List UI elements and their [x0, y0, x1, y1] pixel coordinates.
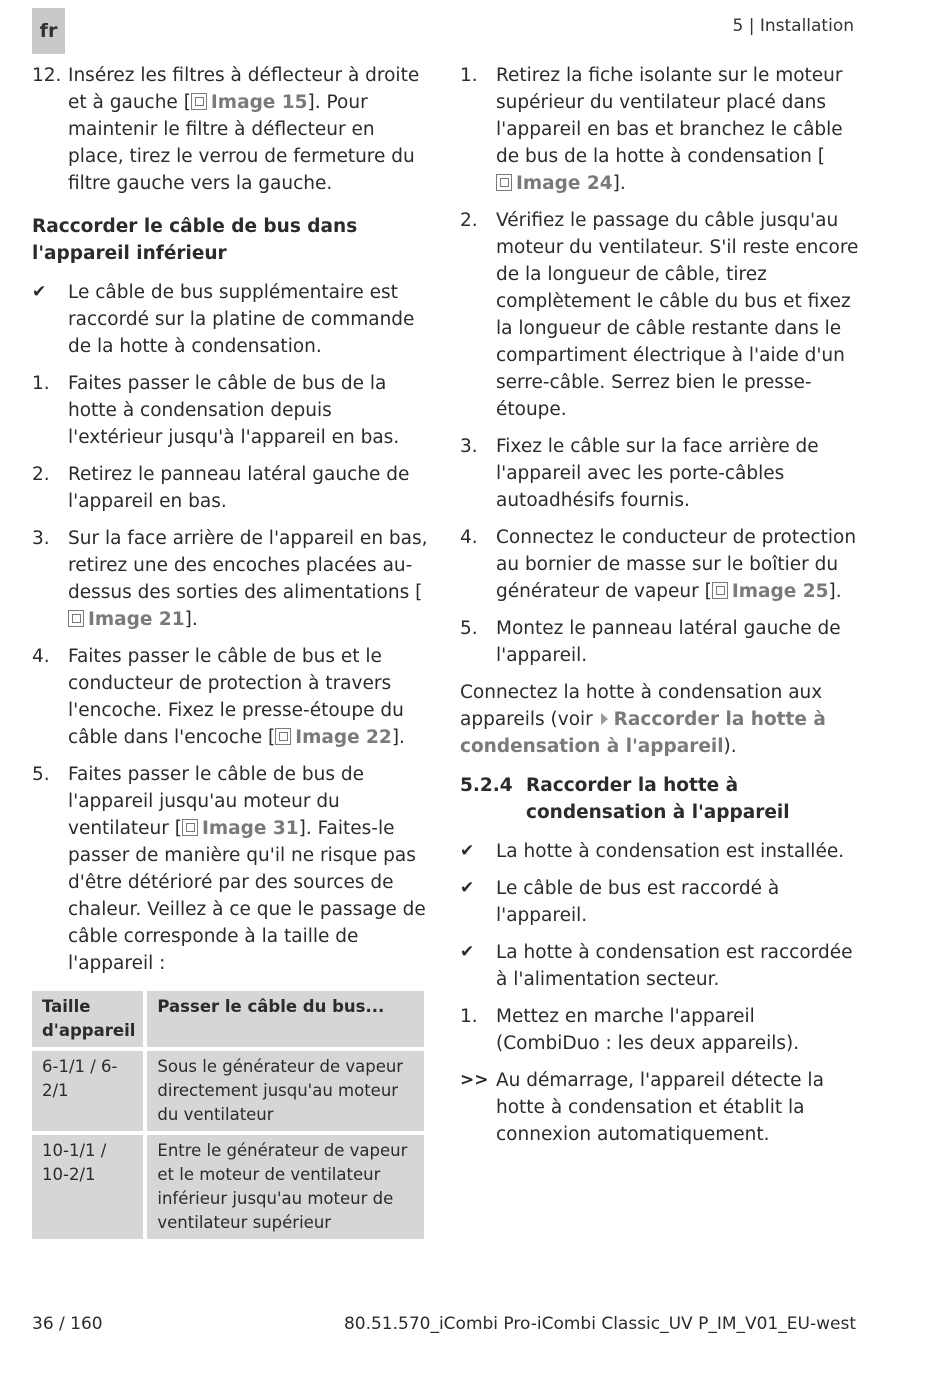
table-header: Taille d'appareil [32, 991, 143, 1047]
step-2 [32, 461, 428, 515]
step-1 [460, 1003, 860, 1057]
step-number: 4. [460, 527, 478, 548]
language-badge: fr [32, 8, 65, 54]
image-reference[interactable]: Image 31 [182, 818, 299, 839]
step-number: 2. [460, 210, 478, 231]
step-number: 12. [32, 65, 62, 86]
result-marker: >> [460, 1070, 489, 1090]
step-number: 5. [460, 618, 478, 639]
step-2 [460, 207, 860, 423]
page-number: 36 / 160 [32, 1314, 103, 1334]
step-text: Faites passer le câble de bus de l'appareil jusqu'au moteur du ventilateur [ [68, 764, 364, 839]
image-reference[interactable]: Image 25 [712, 581, 829, 602]
step-5: 5. Faites passer le câble de bus de l'appareil jusqu'au moteur du ventilateur [ Image 31]. Faites-le passer de manière qu'il ne risque pas d'être détérioré par des sources de chaleur. Veillez à ce que le passage de câble corresponde à la taille de l'appareil : [32, 761, 428, 977]
subheading: Raccorder le câble de bus dans l'appareil inférieur [32, 216, 358, 264]
step-4: 4. Faites passer le câble de bus et le conducteur de protection à travers l'encoche. Fixez le presse-étoupe du câble dans l'encoche [ Image 22]. [32, 643, 428, 751]
step-number: 2. [32, 464, 50, 485]
routing-table [28, 987, 428, 1243]
step-text: Faites passer le câble de bus et le conducteur de protection à travers l'encoche. Fixez le presse-étoupe du câble dans l'encoche [ [68, 646, 404, 748]
step-3 [460, 433, 860, 514]
step-text: Retirez le panneau latéral gauche de l'appareil en bas. [68, 464, 410, 512]
table-row [32, 1135, 424, 1239]
step-text: Montez le panneau latéral gauche de l'appareil. [496, 618, 841, 666]
result-item [460, 1067, 860, 1148]
image-reference[interactable]: Image 22 [275, 727, 392, 748]
table-header: Passer le câble du bus... [147, 991, 424, 1047]
checkmark-icon: ✔ [32, 282, 47, 302]
image-icon [182, 819, 198, 836]
step-number: 3. [460, 436, 478, 457]
step-text: Retirez la fiche isolante sur le moteur supérieur du ventilateur placé dans l'appareil en bas et branchez le câble de bus de la hotte à condensation [ [496, 65, 843, 167]
checkmark-icon: ✔ [460, 942, 475, 962]
step-1 [32, 370, 428, 451]
step-3: 3. Sur la face arrière de l'appareil en bas, retirez une des encoches placées au-dessus des sorties des alimentations [Image 21]. [32, 525, 428, 633]
step-4: 4. Connectez le conducteur de protection au bornier de masse sur le boîtier du générateur de vapeur [ Image 25]. [460, 524, 860, 605]
step-text: Insérez les filtres à déflecteur à droite et à gauche [ [68, 65, 420, 113]
checkmark-icon: ✔ [460, 878, 475, 898]
step-text: Fixez le câble sur la face arrière de l'appareil avec les porte-câbles autoadhésifs fournis. [496, 436, 819, 511]
right-column [460, 62, 860, 1158]
table-header-row [32, 991, 424, 1047]
step-number: 5. [32, 764, 50, 785]
image-icon [496, 174, 512, 191]
step-text: Vérifiez le passage du câble jusqu'au moteur du ventilateur. S'il reste encore de la longueur de câble, tirez complètement le câble du bus et fixez la longueur de câble restante dans le compartiment électrique à l'aide d'un serre-câble. Serrez bien le presse-étoupe. [496, 210, 859, 420]
result-text: Au démarrage, l'appareil détecte la hotte à condensation et établit la connexion automatiquement. [496, 1070, 824, 1145]
step-5 [460, 615, 860, 669]
step-number: 4. [32, 646, 50, 667]
image-reference[interactable]: Image 24 [496, 173, 613, 194]
step-text: Faites passer le câble de bus de la hotte à condensation depuis l'extérieur jusqu'à l'appareil en bas. [68, 373, 400, 448]
table-cell: 6-1/1 / 6-2/1 [32, 1051, 143, 1131]
step-number: 3. [32, 528, 50, 549]
checkmark-icon: ✔ [460, 841, 475, 861]
left-column [32, 62, 428, 1243]
precondition-item: ✔ Le câble de bus est raccordé à l'appareil. [460, 875, 860, 929]
image-reference[interactable]: Image 15 [191, 92, 308, 113]
table-cell: 10-1/1 / 10-2/1 [32, 1135, 143, 1239]
step-text: Mettez en marche l'appareil (CombiDuo : les deux appareils). [496, 1006, 800, 1054]
image-icon [275, 728, 291, 745]
section-title: Raccorder la hotte à condensation à l'appareil [526, 775, 790, 823]
step-text: ]. Pour maintenir le filtre à déflecteur en place, tirez le verrou de fermeture du filtre gauche vers la gauche. [68, 92, 415, 194]
image-icon [191, 93, 207, 110]
table-cell: Entre le générateur de vapeur et le moteur de ventilateur inférieur jusqu'au moteur de ventilateur supérieur [147, 1135, 424, 1239]
table-row [32, 1051, 424, 1131]
image-icon [68, 610, 84, 627]
image-icon [712, 582, 728, 599]
precondition-item: ✔ La hotte à condensation est installée. [460, 838, 860, 865]
table-cell: Sous le générateur de vapeur directement jusqu'au moteur du ventilateur [147, 1051, 424, 1131]
chapter-header: 5 | Installation [732, 16, 854, 36]
cross-reference-link[interactable]: Raccorder la hotte à condensation à l'appareil [460, 709, 826, 757]
precondition-item: ✔ La hotte à condensation est raccordée à l'alimentation secteur. [460, 939, 860, 993]
step-number: 1. [32, 373, 50, 394]
step-1: 1. Retirez la fiche isolante sur le moteur supérieur du ventilateur placé dans l'appareil en bas et branchez le câble de bus de la hotte à condensation [Image 24]. [460, 62, 860, 197]
step-12 [32, 62, 428, 197]
document-id: 80.51.570_iCombi Pro-iCombi Classic_UV P_IM_V01_EU-west [343, 1314, 856, 1334]
image-reference[interactable]: Image 21 [68, 609, 185, 630]
step-number: 1. [460, 65, 478, 86]
arrow-right-icon [601, 713, 608, 725]
section-heading [460, 772, 860, 826]
connect-paragraph: Connectez la hotte à condensation aux appareils (voir Raccorder la hotte à condensation à l'appareil). [460, 682, 826, 757]
step-text: Connectez le conducteur de protection au bornier de masse sur le boîtier du générateur de vapeur [ [496, 527, 857, 602]
step-text: Sur la face arrière de l'appareil en bas, retirez une des encoches placées au-dessus des sorties des alimentations [ [68, 528, 428, 603]
step-number: 1. [460, 1006, 478, 1027]
section-number: 5.2.4 [460, 775, 513, 796]
precondition-item: ✔ Le câble de bus supplémentaire est raccordé sur la platine de commande de la hotte à condensation. [32, 279, 428, 360]
